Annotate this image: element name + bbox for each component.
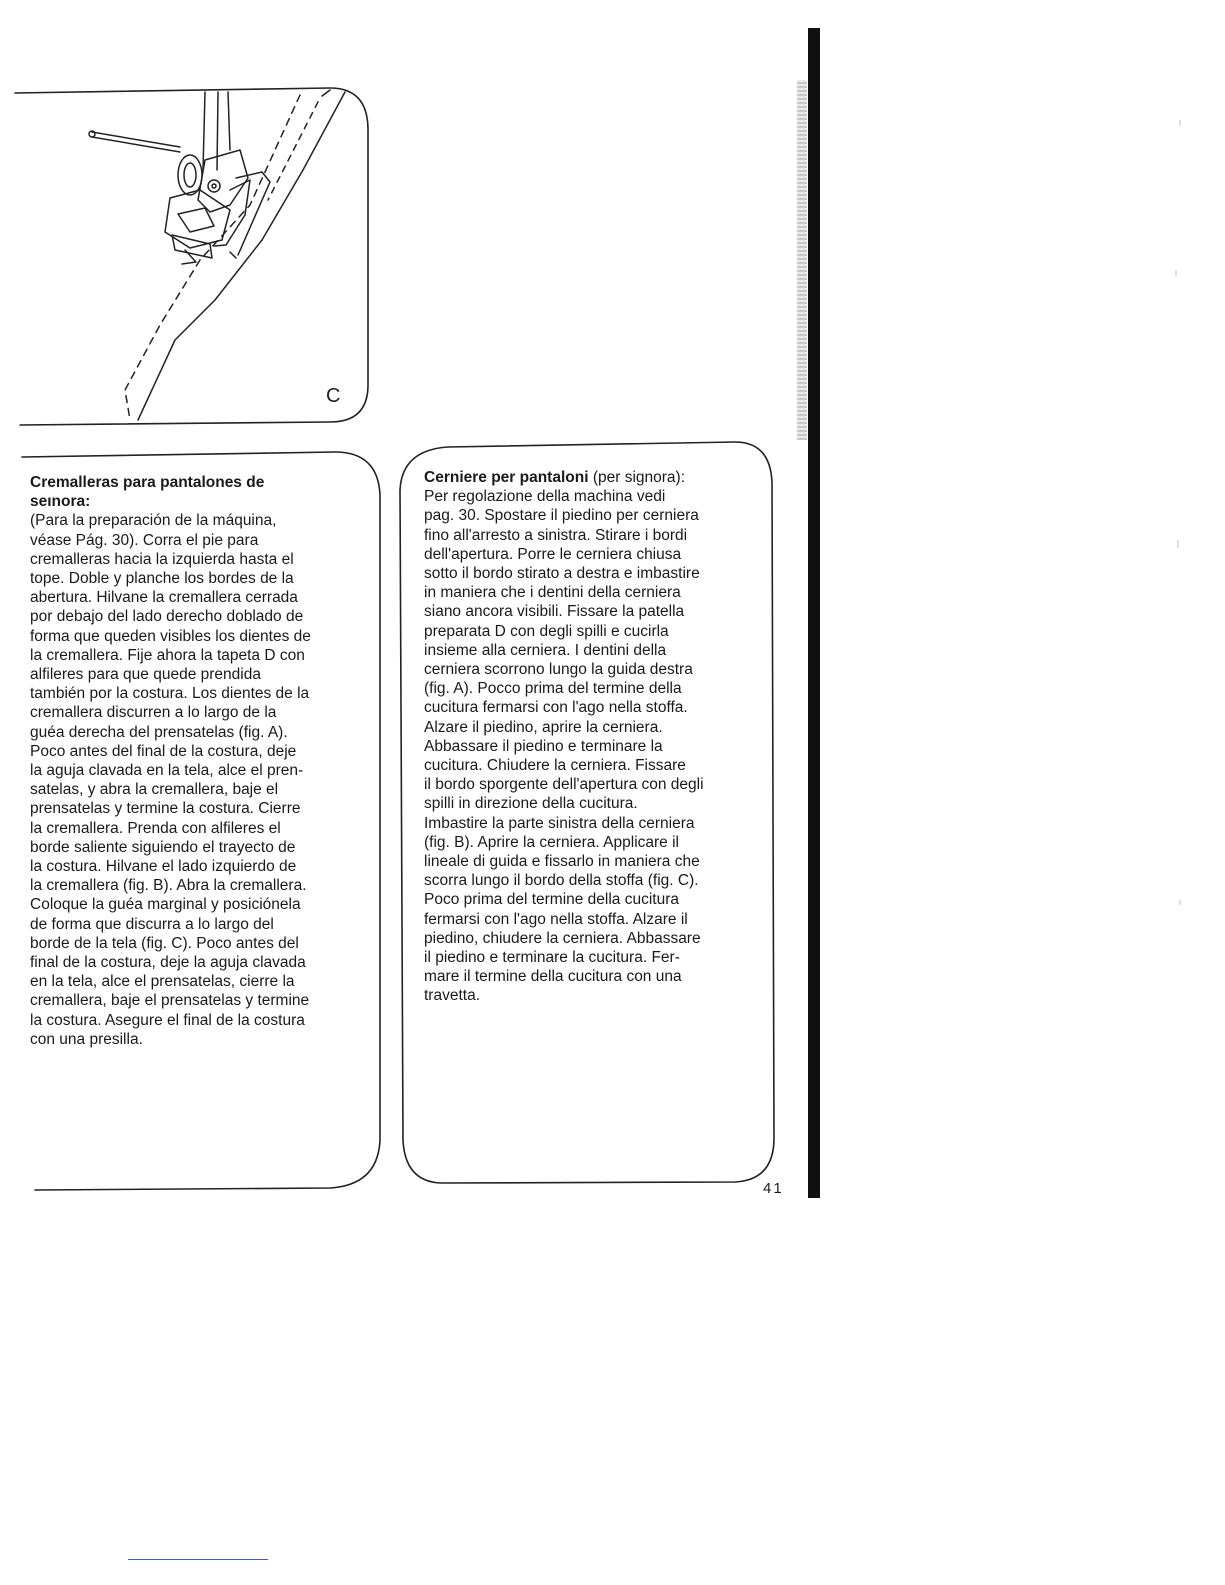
italian-body-line: cerniera scorrono lungo la guida destra bbox=[424, 661, 693, 679]
italian-body-line: in maniera che i dentini della cerniera bbox=[424, 584, 681, 602]
italian-body-line: travetta. bbox=[424, 987, 480, 1005]
spanish-body-line: (Para la preparación de la máquina, bbox=[30, 512, 277, 530]
italian-body-line: Per regolazione della machina vedi bbox=[424, 488, 666, 506]
page-edge-bar bbox=[808, 28, 820, 1198]
spanish-body-line: Poco antes del final de la costura, deje bbox=[30, 742, 297, 760]
spanish-body-line: satelas, y abra la cremallera, baje el bbox=[30, 781, 279, 799]
spanish-body-line: también por la costura. Los dientes de la bbox=[30, 685, 310, 703]
italian-body-line: Imbastire la parte sinistra della cerniera bbox=[424, 814, 695, 832]
italian-body bbox=[424, 487, 769, 1005]
italian-body-line: insieme alla cerniera. I dentini della bbox=[424, 641, 667, 659]
italian-body-line: sotto il bordo stirato a destra e imbastire bbox=[424, 565, 700, 583]
spanish-body-line: la cremallera. Fije ahora la tapeta D con bbox=[30, 646, 305, 664]
italian-body-line: piedino, chiudere la cerniera. Abbassare bbox=[424, 929, 701, 947]
italian-body-line: il piedino e terminare la cucitura. Fer- bbox=[424, 949, 680, 967]
italian-body-line: fermarsi con l'ago nella stoffa. Alzare il bbox=[424, 910, 688, 928]
italian-body-line: dell'apertura. Porre le cerniera chiusa bbox=[424, 545, 682, 563]
spanish-text-block bbox=[30, 473, 370, 1049]
spanish-heading-line-1: Cremalleras para pantalones de bbox=[30, 474, 265, 491]
spanish-heading-line-2: seınora: bbox=[30, 493, 91, 511]
italian-body-line: spilli in direzione della cucitura. bbox=[424, 795, 638, 813]
spanish-body-line: cremallera, baje el prensatelas y termine bbox=[30, 992, 310, 1010]
figure-label: C bbox=[326, 385, 341, 407]
italian-body-line: lineale di guida e fissarlo in maniera che bbox=[424, 853, 700, 871]
spanish-body-line: prensatelas y termine la costura. Cierre bbox=[30, 800, 301, 818]
spanish-body-line: borde saliente siguiendo el trayecto de bbox=[30, 838, 296, 856]
spanish-body-line: final de la costura, deje la aguja clavada bbox=[30, 954, 306, 972]
italian-body-line: fino all'arresto a sinistra. Stirare i bordi bbox=[424, 526, 688, 544]
spanish-body-line: la costura. Asegure el final de la costura bbox=[30, 1011, 305, 1029]
spanish-body-line: la cremallera. Prenda con alfileres el bbox=[30, 819, 281, 837]
italian-heading bbox=[424, 468, 769, 487]
footer-link-underline bbox=[128, 1559, 268, 1560]
spanish-body-line: guéa derecha del prensatelas (fig. A). bbox=[30, 723, 288, 741]
spanish-body bbox=[30, 511, 370, 1049]
italian-body-line: siano ancora visibili. Fissare la patella bbox=[424, 603, 685, 621]
italian-body-line: (fig. A). Pocco prima del termine della bbox=[424, 680, 682, 698]
italian-text-block bbox=[424, 468, 769, 1006]
italian-heading-rest: (per signora): bbox=[588, 469, 685, 486]
italian-body-line: Alzare il piedino, aprire la cerniera. bbox=[424, 718, 663, 736]
italian-body-line: pag. 30. Spostare il piedino per cerniera bbox=[424, 507, 699, 525]
italian-body-line: Poco prima del termine della cucitura bbox=[424, 891, 680, 909]
spanish-body-line: la aguja clavada en la tela, alce el pren- bbox=[30, 762, 304, 780]
zipper-foot-illustration bbox=[89, 90, 345, 420]
page-edge-shade bbox=[797, 80, 807, 440]
spanish-body-line: la costura. Hilvane el lado izquierdo de bbox=[30, 858, 297, 876]
spanish-body-line: en la tela, alce el prensatelas, cierre la bbox=[30, 973, 295, 991]
spanish-body-line: cremalleras hacia la izquierda hasta el bbox=[30, 550, 294, 568]
spanish-body-line: de forma que discurra a lo largo del bbox=[30, 915, 274, 933]
spanish-body-line: alfileres para que quede prendida bbox=[30, 666, 261, 684]
italian-body-line: scorra lungo il bordo della stoffa (fig. C). bbox=[424, 872, 699, 890]
italian-body-line: cucitura fermarsi con l'ago nella stoffa. bbox=[424, 699, 688, 717]
italian-body-line: (fig. B). Aprire la cerniera. Applicare il bbox=[424, 833, 679, 851]
spanish-body-line: forma que queden visibles los dientes de bbox=[30, 627, 311, 645]
spanish-body-line: por debajo del lado derecho doblado de bbox=[30, 608, 304, 626]
spanish-body-line: véase Pág. 30). Corra el pie para bbox=[30, 531, 259, 549]
italian-body-line: Abbassare il piedino e terminare la bbox=[424, 737, 663, 755]
spanish-body-line: abertura. Hilvane la cremallera cerrada bbox=[30, 589, 298, 607]
spanish-body-line: tope. Doble y planche los bordes de la bbox=[30, 570, 294, 588]
spanish-body-line: con una presilla. bbox=[30, 1030, 143, 1048]
italian-body-line: il bordo sporgente dell'apertura con degli bbox=[424, 776, 704, 794]
spanish-body-line: cremallera discurren a lo largo de la bbox=[30, 704, 277, 722]
spanish-body-line: borde de la tela (fig. C). Poco antes del bbox=[30, 934, 299, 952]
spanish-body-line: la cremallera (fig. B). Abra la cremallera. bbox=[30, 877, 307, 895]
italian-body-line: preparata D con degli spilli e cucirla bbox=[424, 622, 669, 640]
italian-body-line: mare il termine della cucitura con una bbox=[424, 968, 682, 986]
page-number: 41 bbox=[763, 1180, 784, 1197]
spanish-body-line: Coloque la guéa marginal y posiciónela bbox=[30, 896, 301, 914]
italian-body-line: cucitura. Chiudere la cerniera. Fissare bbox=[424, 757, 686, 775]
italian-heading-bold: Cerniere per pantaloni bbox=[424, 469, 589, 486]
